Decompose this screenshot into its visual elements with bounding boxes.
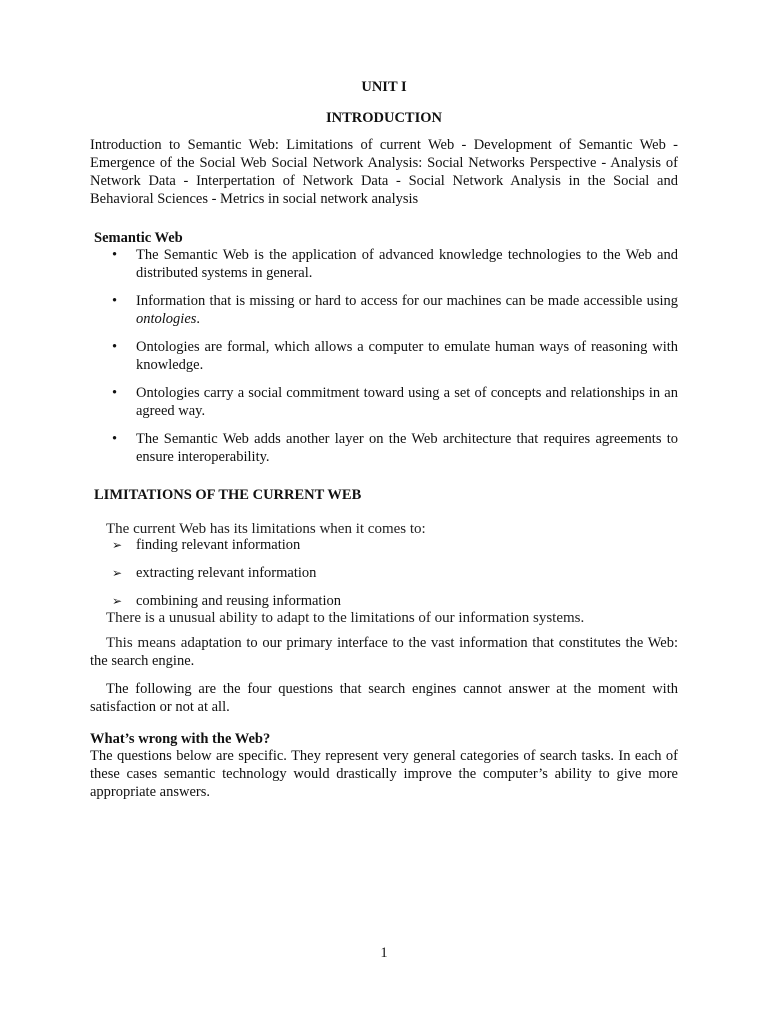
- limitations-list: [112, 536, 672, 610]
- bullet-icon: •: [112, 293, 118, 309]
- list-item-text: Information that is missing or hard to access for our machines can be made accessible using ontologies.: [136, 293, 678, 327]
- intro-paragraph: Introduction to Semantic Web: Limitations of current Web - Development of Semantic Web - Emergence of the Social Web Social Network Analysis: Social Networks Perspective - Analysis of Network Data - Interpertation of Network Data - Social Network Analysis in the Social and Behavioral Sciences - Metrics in social network analysis: [90, 137, 678, 207]
- ontologies-term: ontologies: [136, 311, 197, 327]
- list-item: [112, 292, 678, 328]
- list-item: [112, 338, 678, 374]
- list-item: [112, 592, 672, 610]
- page-title: INTRODUCTION: [325, 110, 442, 126]
- bullet-icon: •: [112, 247, 118, 263]
- list-item: [112, 430, 678, 466]
- unit-label: UNIT I: [361, 79, 407, 95]
- bullet-icon: •: [112, 431, 118, 447]
- list-item: [112, 246, 678, 282]
- list-item-text: finding relevant information: [136, 537, 301, 553]
- whats-wrong-paragraph: The questions below are specific. They represent very general categories of search tasks. In each of these cases semantic technology would drastically improve the computer’s ability to give more appropriate answers.: [90, 748, 678, 800]
- list-item-text: Ontologies carry a social commitment toward using a set of concepts and relationships in an agreed way.: [136, 385, 678, 419]
- limitations-line-3: This means adaptation to our primary interface to the vast information that constitutes the Web: the search engine.: [90, 635, 678, 669]
- limitations-line-2: There is a unusual ability to adapt to the limitations of our information systems.: [106, 610, 585, 626]
- list-item-text: extracting relevant information: [136, 565, 317, 581]
- list-item-text: The Semantic Web adds another layer on the Web architecture that requires agreements to ensure interoperability.: [136, 431, 678, 465]
- list-item-text: The Semantic Web is the application of advanced knowledge technologies to the Web and distributed systems in general.: [136, 247, 678, 281]
- page-number: 1: [380, 945, 388, 961]
- arrow-bullet-icon: ➢: [112, 538, 123, 552]
- limitations-heading: LIMITATIONS OF THE CURRENT WEB: [94, 487, 362, 503]
- limitations-line-4: The following are the four questions that search engines cannot answer at the moment with satisfaction or not at all.: [90, 681, 678, 715]
- semantic-web-heading: Semantic Web: [94, 230, 183, 246]
- arrow-bullet-icon: ➢: [112, 566, 123, 580]
- bullet-icon: •: [112, 385, 118, 401]
- list-item-text: combining and reusing information: [136, 593, 341, 609]
- whats-wrong-heading: What’s wrong with the Web?: [90, 731, 271, 747]
- list-item: [112, 536, 672, 554]
- limitations-intro-line: The current Web has its limitations when it comes to:: [106, 521, 426, 537]
- arrow-bullet-icon: ➢: [112, 594, 123, 608]
- list-item: [112, 564, 672, 582]
- list-item: [112, 384, 678, 420]
- bullet-icon: •: [112, 339, 118, 355]
- semantic-web-bullet-list: [112, 246, 678, 476]
- list-item-text: Ontologies are formal, which allows a computer to emulate human ways of reasoning with knowledge.: [136, 339, 678, 373]
